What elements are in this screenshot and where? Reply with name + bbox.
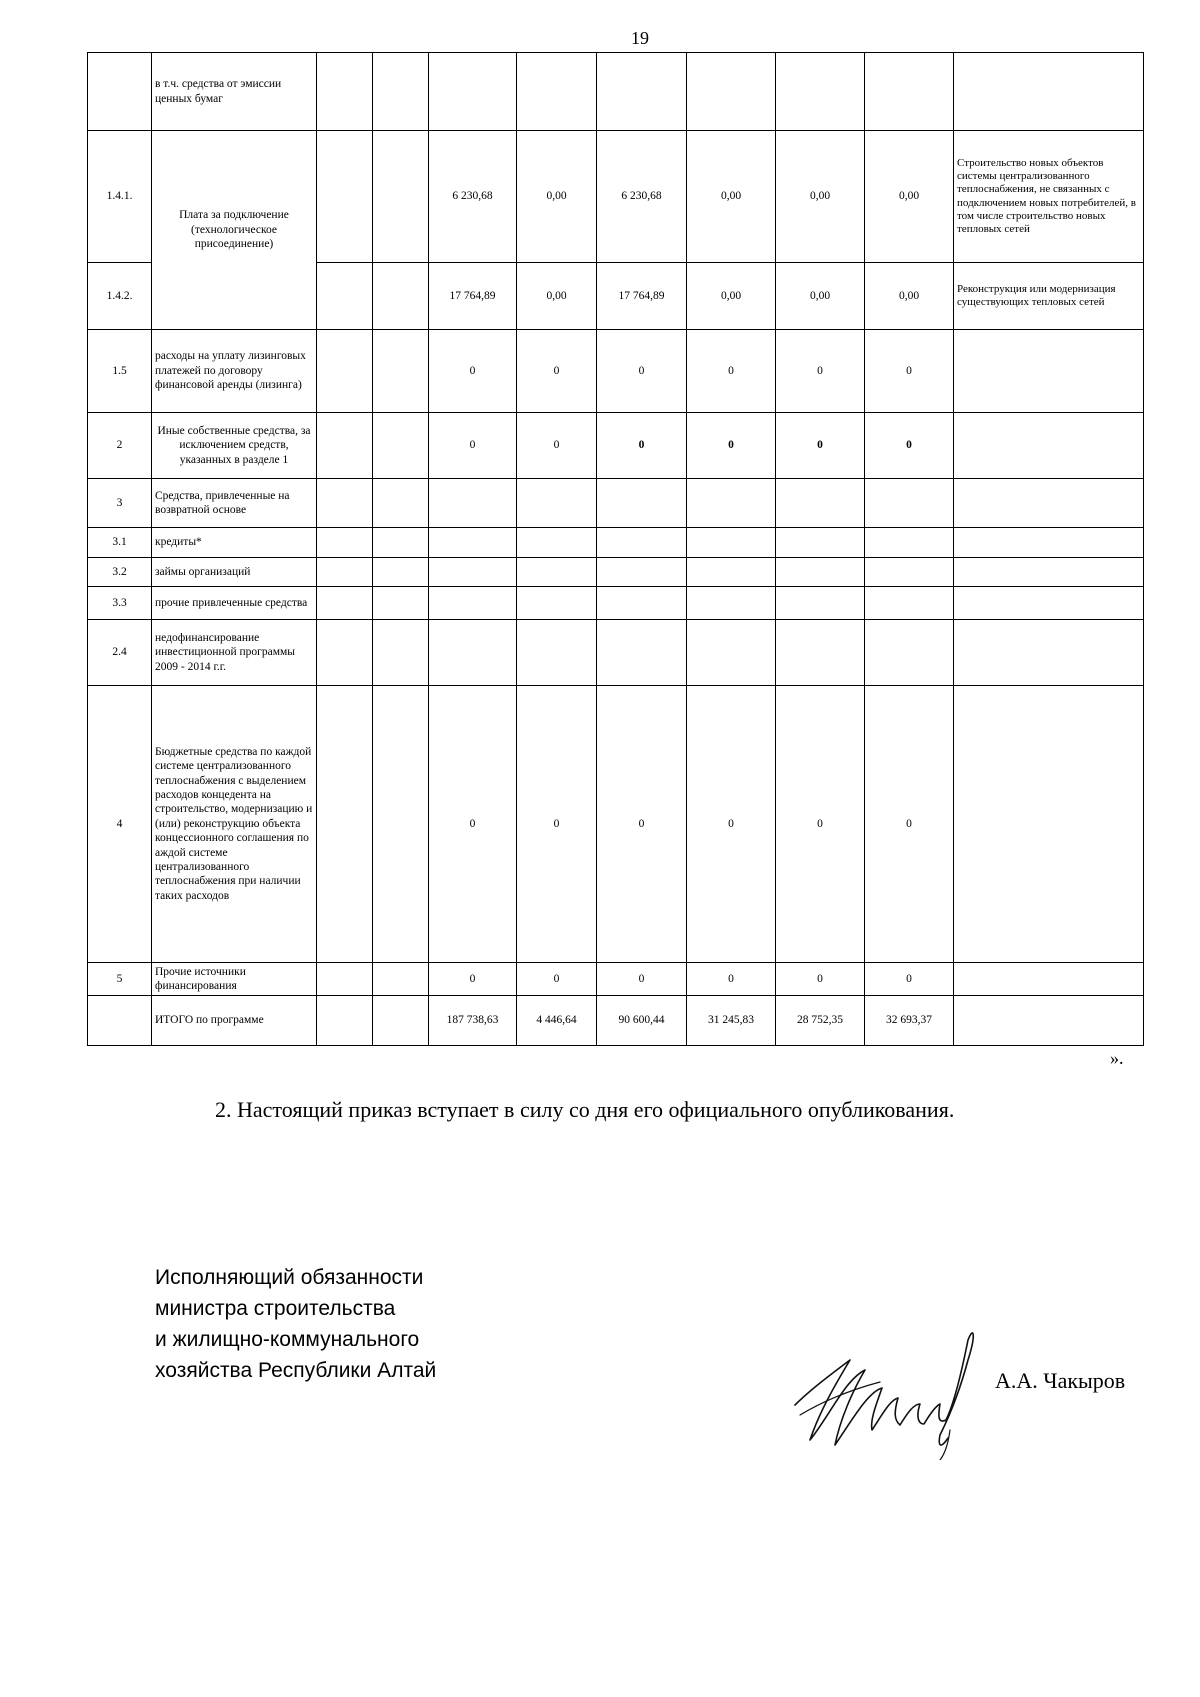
cell-value: 0 <box>429 686 517 963</box>
table-row <box>88 479 1144 528</box>
handwritten-signature <box>790 1320 990 1460</box>
row-number: 5 <box>88 963 152 996</box>
row-note: Реконструкция или модернизация существующих тепловых сетей <box>954 263 1144 330</box>
row-number: 3 <box>88 479 152 528</box>
cell-value: 0 <box>597 686 687 963</box>
table-row <box>88 686 1144 963</box>
cell-value: 0 <box>776 686 865 963</box>
row-number: 2.4 <box>88 620 152 686</box>
cell-value: 0 <box>687 963 776 996</box>
cell-value: 0,00 <box>687 131 776 263</box>
row-label: кредиты* <box>152 528 317 558</box>
cell-value: 0 <box>517 413 597 479</box>
row-number: 4 <box>88 686 152 963</box>
cell-value: 0 <box>597 330 687 413</box>
cell-value: 0 <box>776 413 865 479</box>
cell-value: 0,00 <box>865 263 954 330</box>
table-row <box>88 620 1144 686</box>
row-note: Строительство новых объектов системы централизованного теплоснабжения, не связанных с подключением новых потребителей, в том числе строительство новых тепловых сетей <box>954 131 1144 263</box>
table-row <box>88 558 1144 587</box>
cell-value: 17 764,89 <box>429 263 517 330</box>
cell-value: 0,00 <box>687 263 776 330</box>
cell-value: 6 230,68 <box>429 131 517 263</box>
signer-title-line: Исполняющий обязанности <box>155 1266 424 1289</box>
signer-title-line: и жилищно-коммунального <box>155 1328 420 1351</box>
closing-quote: ». <box>1110 1048 1124 1068</box>
signer-name: А.А. Чакыров <box>995 1368 1126 1393</box>
cell-value: 0 <box>429 963 517 996</box>
cell-value: 0 <box>517 686 597 963</box>
cell-value: 17 764,89 <box>597 263 687 330</box>
cell-value: 6 230,68 <box>597 131 687 263</box>
row-label: займы организаций <box>152 558 317 587</box>
table-row <box>88 587 1144 620</box>
cell-value: 0 <box>429 413 517 479</box>
signer-title-line: министра строительства <box>155 1297 396 1320</box>
row-label: расходы на уплату лизинговых платежей по договору финансовой аренды (лизинга) <box>152 330 317 413</box>
row-label: Средства, привлеченные на возвратной основе <box>152 479 317 528</box>
table-row <box>88 330 1144 413</box>
cell-value: 0 <box>865 330 954 413</box>
cell-value: 0 <box>865 686 954 963</box>
row-number: 3.1 <box>88 528 152 558</box>
cell-value: 0,00 <box>776 131 865 263</box>
row-number: 1.4.1. <box>88 131 152 263</box>
cell-value: 32 693,37 <box>865 996 954 1046</box>
cell-value: 0 <box>865 413 954 479</box>
signer-block <box>155 1262 436 1386</box>
table-row <box>88 53 1144 131</box>
row-label: ИТОГО по программе <box>152 996 317 1046</box>
cell-value: 0,00 <box>865 131 954 263</box>
page-number: 19 <box>631 28 649 48</box>
table-row <box>88 963 1144 996</box>
table-row <box>88 528 1144 558</box>
signer-title-line: хозяйства Республики Алтай <box>155 1359 437 1382</box>
row-label: недофинансирование инвестиционной программы 2009 - 2014 г.г. <box>152 620 317 686</box>
cell-value: 0 <box>517 330 597 413</box>
cell-value: 0 <box>687 413 776 479</box>
cell-value: 0,00 <box>776 263 865 330</box>
table-row <box>88 413 1144 479</box>
cell-value: 0 <box>865 963 954 996</box>
cell-value: 0 <box>597 963 687 996</box>
row-label: в т.ч. средства от эмиссии ценных бумаг <box>152 53 317 131</box>
row-label: Прочие источники финансирования <box>152 963 317 996</box>
order-paragraph: 2. Настоящий приказ вступает в силу со дня его официального опубликования. <box>215 1097 955 1122</box>
row-label: Плата за подключение (технологическое присоединение) <box>152 131 317 330</box>
cell-value: 0 <box>597 413 687 479</box>
row-number: 3.3 <box>88 587 152 620</box>
table-row-total <box>88 996 1144 1046</box>
cell-value: 90 600,44 <box>597 996 687 1046</box>
cell-value: 0 <box>776 330 865 413</box>
cell-value: 0,00 <box>517 131 597 263</box>
row-number: 3.2 <box>88 558 152 587</box>
cell-value: 31 245,83 <box>687 996 776 1046</box>
row-label: Бюджетные средства по каждой системе централизованного теплоснабжения с выделением расходов концедента на строительство, модернизацию и (или) реконструкцию объекта концессионного соглашения по аждой системе централизованного теплоснабжения при наличии таких расходов <box>152 686 317 963</box>
cell-value: 187 738,63 <box>429 996 517 1046</box>
cell-value: 0 <box>517 963 597 996</box>
row-number: 1.4.2. <box>88 263 152 330</box>
financing-table <box>87 52 1144 1046</box>
cell-value: 0 <box>776 963 865 996</box>
row-label: прочие привлеченные средства <box>152 587 317 620</box>
table-row <box>88 131 1144 263</box>
row-label: Иные собственные средства, за исключением средств, указанных в разделе 1 <box>152 413 317 479</box>
cell-value: 0,00 <box>517 263 597 330</box>
cell-value: 4 446,64 <box>517 996 597 1046</box>
cell-value: 0 <box>687 330 776 413</box>
cell-value: 0 <box>687 686 776 963</box>
row-number: 1.5 <box>88 330 152 413</box>
row-number: 2 <box>88 413 152 479</box>
cell-value: 0 <box>429 330 517 413</box>
cell-value: 28 752,35 <box>776 996 865 1046</box>
